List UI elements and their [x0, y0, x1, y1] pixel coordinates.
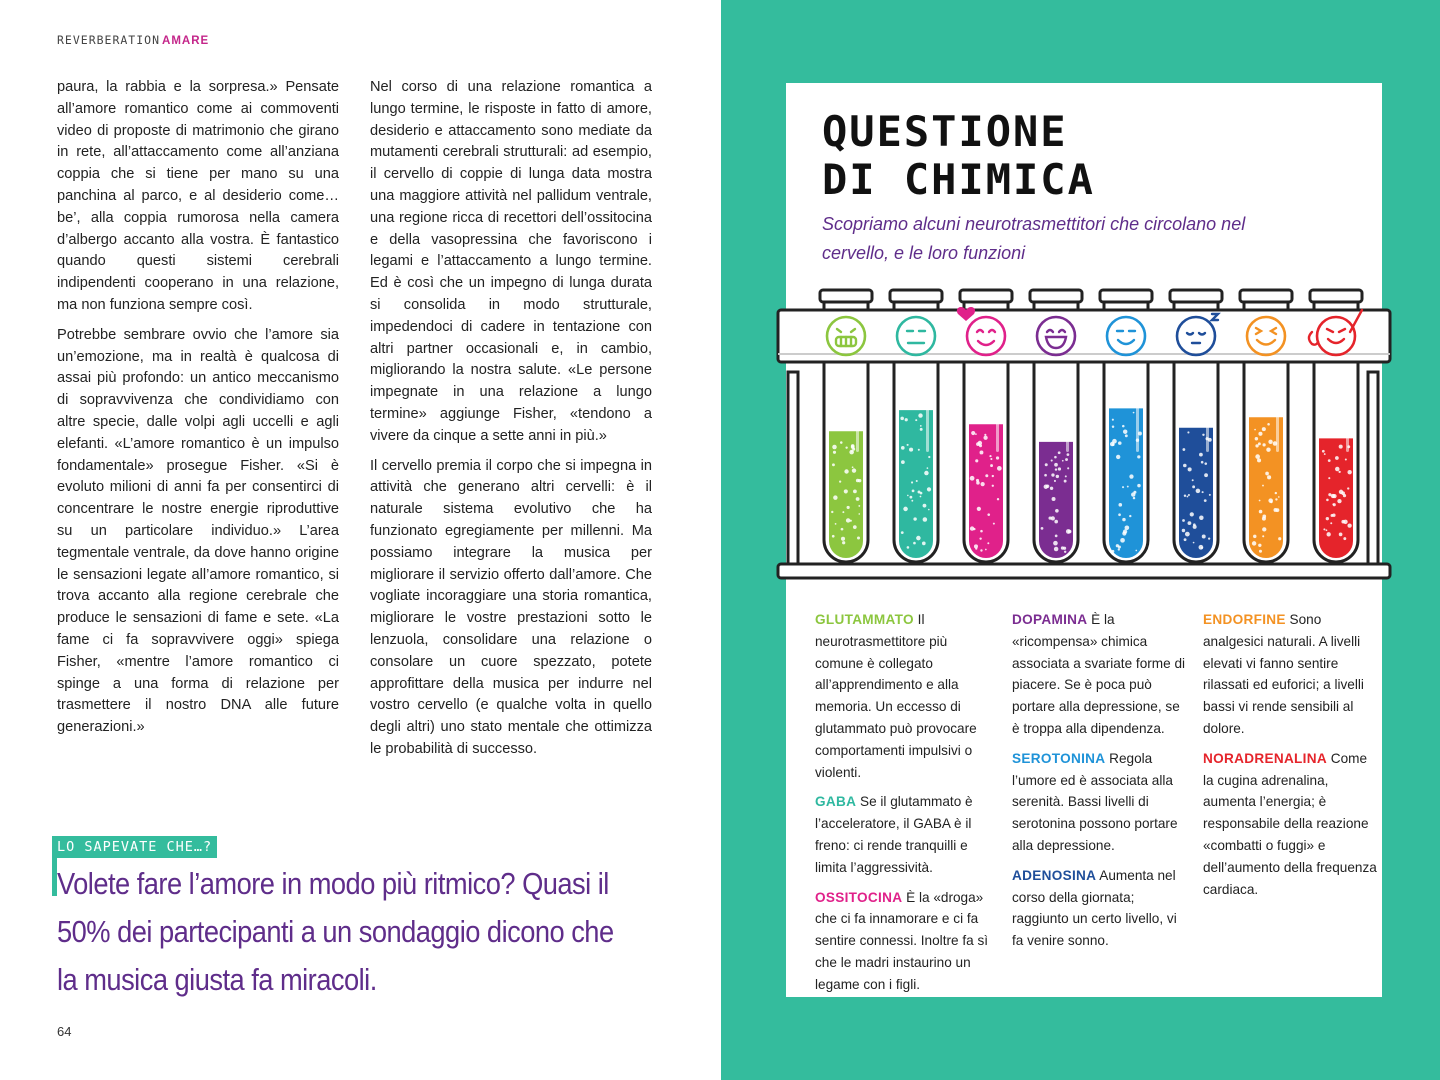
info-entry-adenosina — [1012, 865, 1187, 952]
info-term: SEROTONINA — [1012, 750, 1106, 766]
info-description: Aumenta nel corso della giornata; raggiunto un certo livello, vi fa venire sonno. — [1012, 867, 1177, 949]
info-entry-glutammato — [815, 609, 990, 783]
info-entry-endorfine — [1203, 609, 1378, 740]
paragraph: paura, la rabbia e la sorpresa.» Pensate all’amore romantico come ai commoventi video di proposte di matrimonio che girano in rete, all’attaccamento come all’anziana coppia che si tiene per mano su una panchina al parco, e al desiderio come… be’, alla coppia rumorosa nella camera d’albergo accanto alla vostra. È fantastico quando questi sistemi cerebrali indipendenti cooperano in una relazione, ma non funziona sempre così. — [57, 79, 339, 313]
test-tube-rack-illustration — [770, 282, 1420, 592]
rack-upright-left — [788, 372, 798, 572]
info-entry-ossitocina — [815, 887, 990, 996]
card-title — [822, 108, 1095, 204]
card-title-line-1: QUESTIONE — [822, 107, 1068, 156]
paragraph: Potrebbe sembrare ovvio che l’amore sia un’emozione, ma in realtà è qualcosa di assai più profondo: un antico meccanismo di sopravvivenza che condividiamo con altre specie, dalle volpi agli uccelli e agli elefanti. «L’amore romantico è un impulso fondamentale» prosegue Fisher. «Si è evoluto milioni di anni fa per consentirci di concentrare le nostre energie riproduttive su un particolare individuo.» L’area tegmentale ventrale, da dove hanno origine le sensazioni legate all’amore romantico, si trova accanto alla regione cerebrale che produce le sensazioni di fame e sete. «La fame ci fa sopravvivere oggi» spiega Fisher, «mentre l’amore romantico ci spinge a una forma di relazione per trasmettere il nostro DNA alle future generazioni.» — [57, 326, 339, 736]
info-term: NORADRENALINA — [1203, 750, 1327, 766]
info-column-1 — [815, 609, 990, 1004]
info-term: DOPAMINA — [1012, 612, 1088, 627]
tube-rim — [890, 290, 942, 302]
paragraph: Il cervello premia il corpo che si impegna in attività che generano altri cervelli: è il naturale sistema evolutivo che ha funzionato egregiamente per millenni. Ma possiamo integrare la musica per migliorare il servizio offerto dall’amore. Che vogliate incoraggiare una storia romantica, migliorare le vostre prestazioni sotto le lenzuola, consolidare una relazione o consolare un cuore spezzato, potete approfittare della musica per indurre nel vostro cervello (e qualche volta in quello degli altri) uno stato mentale che ottimizza le probabilità di successo. — [370, 457, 652, 757]
info-entry-dopamina — [1012, 609, 1187, 740]
card-title-line-2: DI CHIMICA — [822, 155, 1095, 204]
info-term: GABA — [815, 794, 857, 810]
info-term: GLUTAMMATO — [815, 612, 914, 627]
info-entry-noradrenalina — [1203, 748, 1378, 901]
info-term: ADENOSINA — [1012, 867, 1097, 883]
tube-liquid — [1319, 438, 1353, 558]
tube-rim — [1310, 290, 1362, 302]
rack-upright-right — [1368, 372, 1378, 572]
info-entry-gaba — [815, 791, 990, 878]
info-description: Se il glutammato è l’acceleratore, il GABA è il freno: ci rende tranquilli e limita l’aggressività. — [815, 794, 973, 875]
tube-rim — [1240, 290, 1292, 302]
running-head-section: AMARE — [162, 35, 210, 47]
info-term: ENDORFINE — [1203, 612, 1286, 627]
tube-highlight — [856, 392, 859, 452]
tube-rim — [1030, 290, 1082, 302]
tube-rim — [1100, 290, 1152, 302]
page-number: 64 — [57, 1024, 72, 1039]
running-head-series: REVERBERATION — [57, 33, 161, 47]
running-head — [57, 33, 209, 47]
tube-highlight — [1066, 392, 1069, 452]
info-description: Il neurotrasmettitore più comune è collegato all’apprendimento e alla memoria. Un eccesso di glutammato può provocare comportamenti impulsivi o violenti. — [815, 612, 977, 780]
info-column-2 — [1012, 609, 1187, 960]
info-description: Come la cugina adrenalina, aumenta l’energia; è responsabile della reazione «combatti o fuggi» e dell’aumento della frequenza cardiaca. — [1203, 750, 1377, 897]
tube-rim — [820, 290, 872, 302]
info-term: OSSITOCINA — [815, 889, 903, 905]
tube-highlight — [926, 392, 929, 452]
info-entry-serotonina — [1012, 748, 1187, 857]
tube-highlight — [1276, 392, 1279, 452]
card-subtitle: Scopriamo alcuni neurotrasmettitori che circolano nel cervello, e le loro funzioni — [822, 214, 1246, 263]
tube-highlight — [1346, 392, 1349, 452]
tube-highlight — [1206, 392, 1209, 452]
info-description: È la «droga» che ci fa innamorare e ci fa sentire connessi. Inoltre fa sì che le madri instaurino un legame con i figli. — [815, 889, 989, 992]
sidebar-tag: LO SAPEVATE CHE…? — [52, 836, 217, 858]
info-description: Regola l’umore ed è associata alla serenità. Bassi livelli di serotonina possono portare alla depressione. — [1012, 750, 1178, 853]
tube-highlight — [996, 392, 999, 452]
paragraph: Nel corso di una relazione romantica a lungo termine, le risposte in fatto di amore, desiderio e attaccamento sono mediate da mutamenti cerebrali strutturali: ad esempio, il cervello di coppie di lunga data mostra una maggiore attività nel pallidum ventrale, una regione ricca di recettori dell’ossitocina e della vasopressina che favoriscono i legami e l’attaccamento a lungo termine. Ed è così che un impegno di lunga durata si consolida in modo strutturale, impedendoci di cadere in tentazione con altri partner occasionali e, in cambio, migliorando la nostra salute. «Le persone impegnate in una relazione a lungo termine» aggiunge Fisher, «tendono a vivere da cinque a sette anni in più.» — [370, 79, 652, 444]
tube-rim — [1170, 290, 1222, 302]
info-description: È la «ricompensa» chimica associata a svariate forme di piacere. Se è poca può portare alla depressione, se è troppa alla dipendenza. — [1012, 612, 1186, 736]
tube-highlight — [1136, 392, 1139, 452]
body-column-1 — [57, 77, 339, 747]
info-column-3 — [1203, 609, 1378, 908]
rack-base — [778, 564, 1390, 578]
info-description: Sono analgesici naturali. A livelli elevati vi fanno sentire rilassati ed euforici; a livelli bassi vi rende sensibili al dolore. — [1203, 612, 1364, 736]
tube-rim — [960, 290, 1012, 302]
sidebar-quote: Volete fare l’amore in modo più ritmico? Quasi il 50% dei partecipanti a un sondaggio dicono che la musica giusta fa miracoli. — [57, 866, 614, 997]
body-column-2 — [370, 77, 652, 769]
